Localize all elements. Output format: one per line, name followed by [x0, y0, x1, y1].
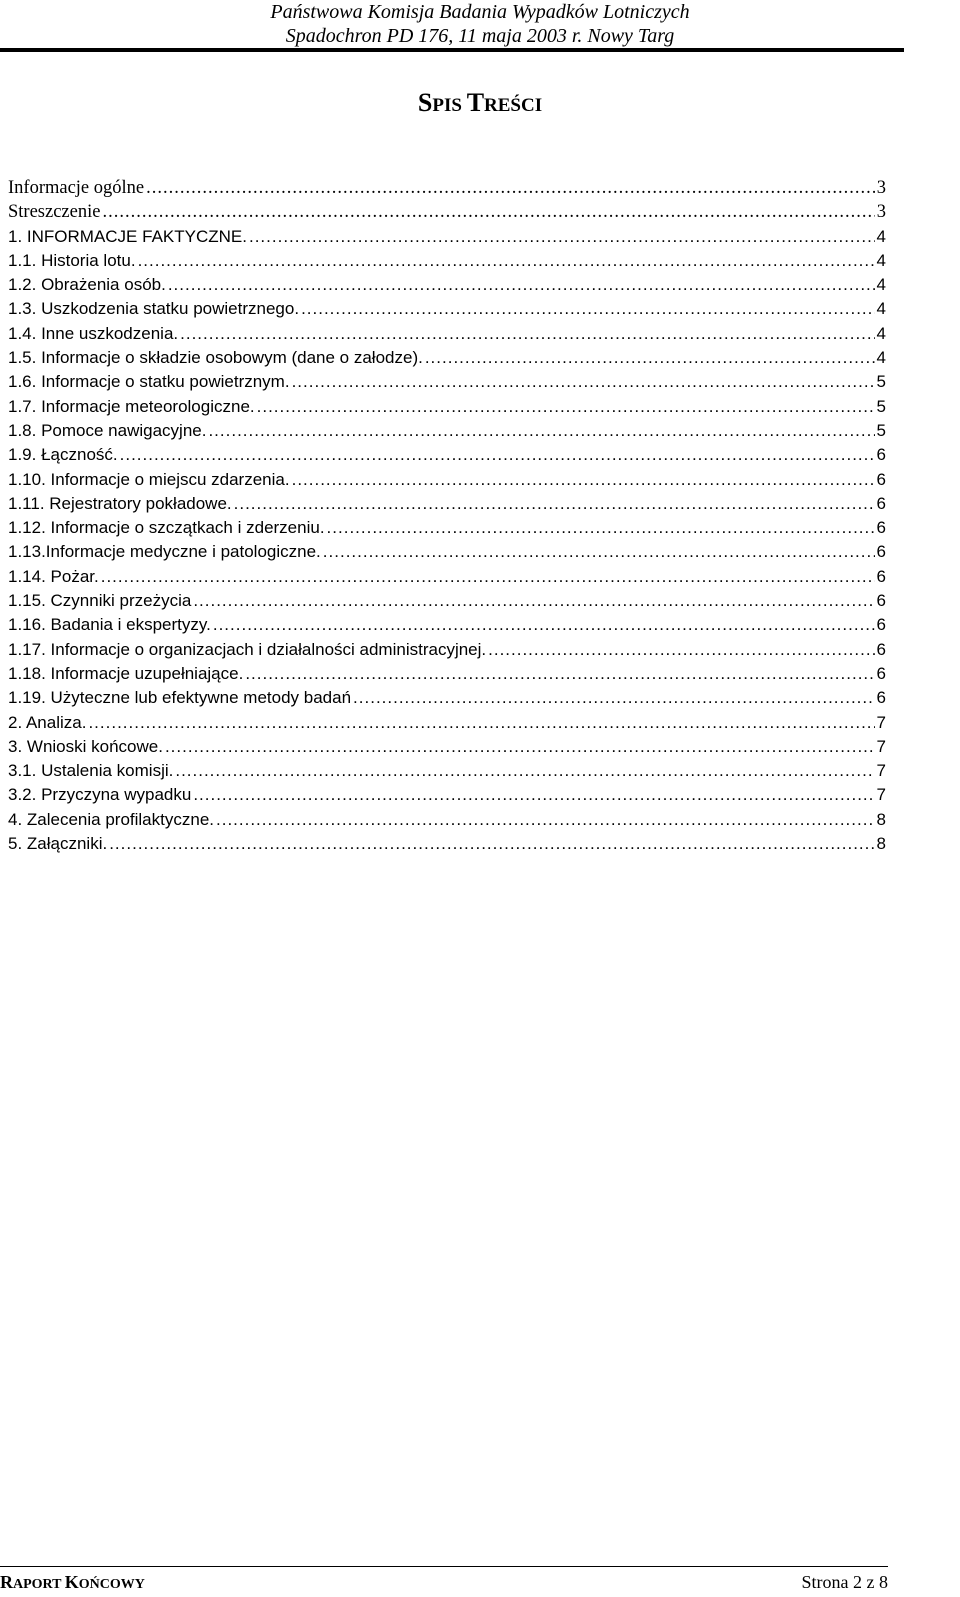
title-rest-1: PIS: [432, 95, 467, 116]
toc-entry-label: 1.5. Informacje o składzie osobowym (dane o załodze).: [8, 348, 423, 368]
toc-entry-page: 6: [876, 663, 886, 683]
toc-dot-leader: [216, 808, 875, 832]
toc-entry-page: 4: [876, 299, 886, 319]
toc-dot-leader: [175, 759, 874, 783]
toc-dot-leader: [353, 686, 874, 710]
toc-entry-label: 1.3. Uszkodzenia statku powietrznego.: [8, 299, 300, 319]
toc-entry[interactable]: [8, 322, 886, 346]
footer-page-number: Strona 2 z 8: [801, 1572, 888, 1592]
toc-entry-label: 4. Zalecenia profilaktyczne.: [8, 809, 214, 829]
toc-entry[interactable]: [8, 249, 886, 273]
toc-entry-page: 6: [876, 445, 886, 465]
toc-entry-page: 6: [876, 639, 886, 659]
footer-cap-1: R: [0, 1572, 13, 1592]
toc-entry[interactable]: [8, 808, 886, 832]
toc-dot-leader: [109, 832, 874, 856]
toc-entry-page: 6: [876, 615, 886, 635]
toc-entry[interactable]: [8, 516, 886, 540]
toc-dot-leader: [193, 589, 874, 613]
toc-entry[interactable]: [8, 783, 886, 807]
toc-entry-label: 1.15. Czynniki przeżycia: [8, 591, 192, 611]
toc-entry-page: 6: [876, 493, 886, 513]
toc-entry[interactable]: [8, 395, 886, 419]
toc-dot-leader: [327, 516, 875, 540]
toc-entry-page: 3: [876, 202, 886, 223]
toc-entry-page: 5: [876, 396, 886, 416]
toc-entry-label: 1.18. Informacje uzupełniające.: [8, 663, 244, 683]
toc-entry-label: 1.2. Obrażenia osób.: [8, 275, 166, 295]
toc-entry-label: 3.1. Ustalenia komisji.: [8, 761, 174, 781]
table-of-contents: [8, 176, 886, 856]
toc-entry-label: 1.10. Informacje o miejscu zdarzenia.: [8, 469, 290, 489]
footer-rest-2: OŃCOWY: [78, 1577, 145, 1592]
toc-entry-label: 1.13.Informacje medyczne i patologiczne.: [8, 542, 321, 562]
toc-entry[interactable]: [8, 419, 886, 443]
toc-entry[interactable]: [8, 273, 886, 297]
toc-entry-label: 1.14. Pożar.: [8, 566, 99, 586]
toc-entry-label: 3. Wnioski końcowe.: [8, 736, 163, 756]
toc-entry-page: 8: [876, 809, 886, 829]
toc-entry[interactable]: [8, 540, 886, 564]
page-title: [0, 88, 960, 118]
toc-entry[interactable]: [8, 297, 886, 321]
toc-entry-page: 5: [876, 420, 886, 440]
toc-entry-label: 1.9. Łączność.: [8, 445, 118, 465]
toc-entry-page: 5: [876, 372, 886, 392]
toc-entry-page: 4: [876, 348, 886, 368]
toc-entry-page: 4: [876, 323, 886, 343]
toc-entry-label: 3.2. Przyczyna wypadku: [8, 785, 192, 805]
toc-entry-page: 6: [876, 566, 886, 586]
toc-entry-label: 1.6. Informacje o statku powietrznym.: [8, 372, 290, 392]
toc-dot-leader: [488, 638, 874, 662]
toc-entry[interactable]: [8, 711, 886, 735]
toc-entry-label: 1.11. Rejestratory pokładowe.: [8, 493, 232, 513]
toc-entry-page: 8: [876, 834, 886, 854]
toc-entry-label: 1.19. Użyteczne lub efektywne metody badań: [8, 688, 352, 708]
toc-entry-page: 7: [876, 712, 886, 732]
toc-entry[interactable]: [8, 589, 886, 613]
toc-entry[interactable]: [8, 492, 886, 516]
toc-dot-leader: [88, 711, 874, 735]
toc-entry[interactable]: [8, 346, 886, 370]
toc-dot-leader: [120, 443, 875, 467]
toc-entry-label: 1.17. Informacje o organizacjach i działalności administracyjnej.: [8, 639, 487, 659]
toc-entry-label: 1. INFORMACJE FAKTYCZNE.: [8, 226, 247, 246]
toc-entry[interactable]: [8, 200, 886, 224]
toc-entry-page: 4: [876, 250, 886, 270]
toc-entry[interactable]: [8, 176, 886, 200]
toc-dot-leader: [208, 419, 874, 443]
toc-entry-label: 1.12. Informacje o szczątkach i zderzeniu.: [8, 518, 325, 538]
toc-dot-leader: [249, 225, 875, 249]
page-footer: [0, 1572, 888, 1596]
toc-entry[interactable]: [8, 686, 886, 710]
toc-entry-label: Informacje ogólne: [8, 178, 145, 198]
toc-entry[interactable]: [8, 370, 886, 394]
toc-dot-leader: [234, 492, 875, 516]
toc-entry-label: 1.7. Informacje meteorologiczne.: [8, 396, 255, 416]
toc-entry-page: 6: [876, 542, 886, 562]
toc-dot-leader: [323, 540, 875, 564]
toc-entry-label: 2. Analiza.: [8, 712, 87, 732]
toc-entry-label: 1.1. Historia lotu.: [8, 250, 136, 270]
toc-dot-leader: [165, 735, 875, 759]
toc-dot-leader: [168, 273, 875, 297]
title-cap-1: S: [417, 88, 433, 117]
header-rule: [0, 48, 904, 52]
toc-entry[interactable]: [8, 832, 886, 856]
toc-entry[interactable]: [8, 638, 886, 662]
toc-entry[interactable]: [8, 613, 886, 637]
toc-entry[interactable]: [8, 662, 886, 686]
toc-entry-label: 5. Załączniki.: [8, 834, 108, 854]
toc-entry-label: 1.8. Pomoce nawigacyjne.: [8, 420, 207, 440]
footer-rest-1: APORT: [13, 1577, 65, 1592]
toc-entry-page: 4: [876, 226, 886, 246]
toc-entry[interactable]: [8, 225, 886, 249]
toc-dot-leader: [301, 297, 874, 321]
toc-entry-page: 3: [876, 178, 886, 198]
toc-dot-leader: [425, 346, 875, 370]
toc-entry-page: 7: [876, 736, 886, 756]
title-rest-2: REŚCI: [484, 95, 543, 116]
toc-entry-page: 6: [876, 591, 886, 611]
toc-dot-leader: [213, 613, 875, 637]
toc-dot-leader: [146, 176, 875, 200]
toc-entry-page: 6: [876, 518, 886, 538]
toc-dot-leader: [138, 249, 875, 273]
title-cap-2: T: [466, 88, 485, 117]
toc-entry[interactable]: [8, 443, 886, 467]
footer-cap-2: K: [64, 1572, 79, 1592]
toc-entry-label: Streszczenie: [8, 202, 101, 223]
toc-dot-leader: [193, 783, 874, 807]
toc-dot-leader: [292, 370, 875, 394]
toc-entry[interactable]: [8, 735, 886, 759]
header-case-title: Spadochron PD 176, 11 maja 2003 r. Nowy Targ: [285, 25, 675, 47]
toc-entry-page: 6: [876, 688, 886, 708]
header-commission-name: Państwowa Komisja Badania Wypadków Lotniczych: [270, 1, 690, 23]
toc-entry-page: 7: [876, 785, 886, 805]
toc-dot-leader: [101, 565, 875, 589]
toc-dot-leader: [245, 662, 874, 686]
toc-entry-page: 7: [876, 761, 886, 781]
toc-entry-label: 1.16. Badania i ekspertyzy.: [8, 615, 211, 635]
footer-report-label: [0, 1572, 145, 1593]
toc-dot-leader: [292, 468, 875, 492]
toc-entry-label: 1.4. Inne uszkodzenia.: [8, 323, 179, 343]
toc-entry[interactable]: [8, 468, 886, 492]
toc-dot-leader: [180, 322, 874, 346]
toc-entry[interactable]: [8, 565, 886, 589]
toc-entry[interactable]: [8, 759, 886, 783]
toc-entry-page: 6: [876, 469, 886, 489]
toc-entry-page: 4: [876, 275, 886, 295]
toc-dot-leader: [102, 200, 874, 224]
toc-dot-leader: [257, 395, 875, 419]
footer-rule: [0, 1566, 888, 1567]
